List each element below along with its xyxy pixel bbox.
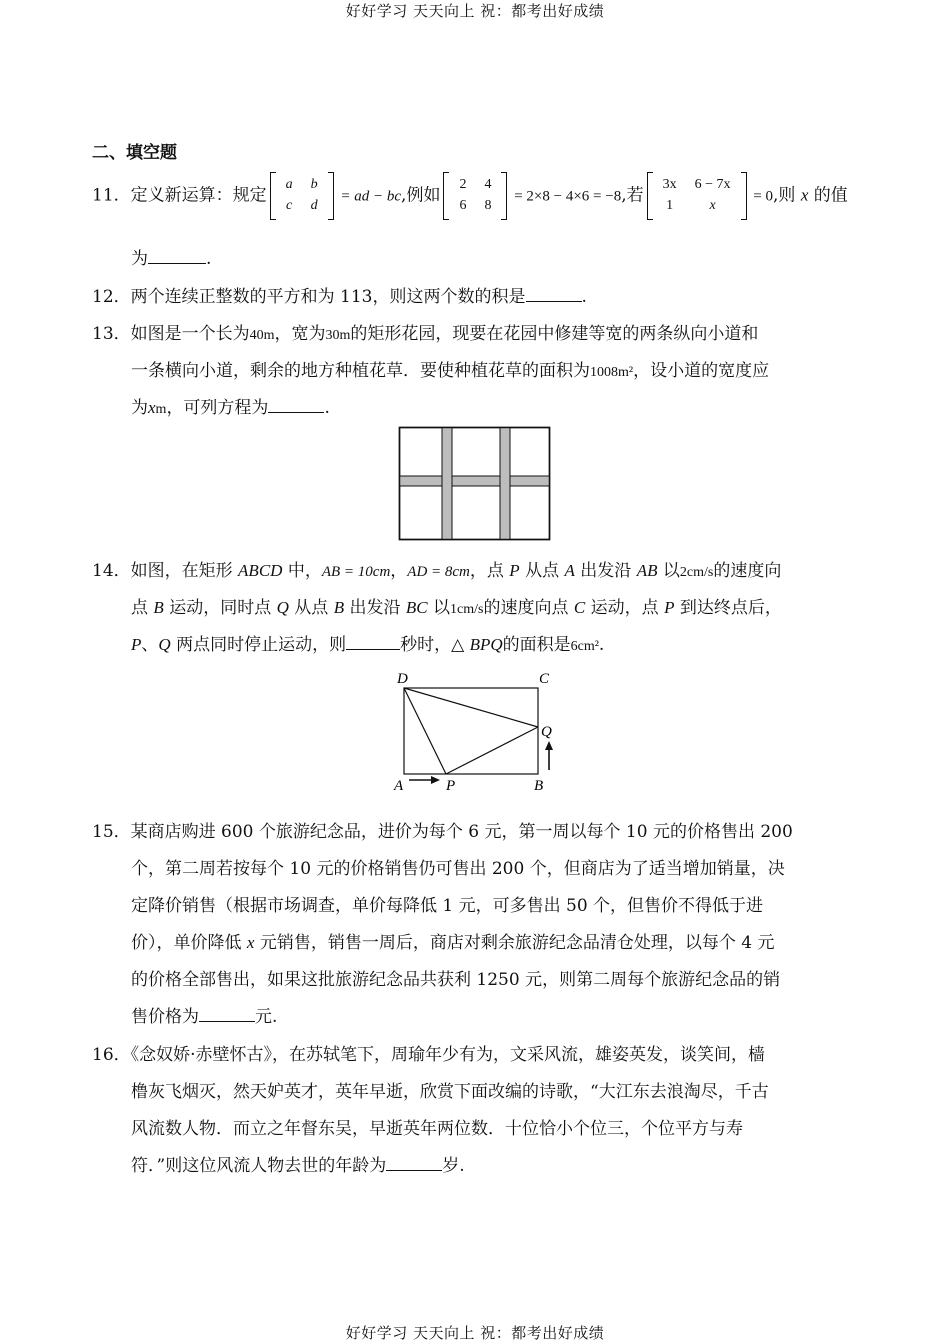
q15-line3: 定降价销售（根据市场调查，单价每降低 1 元，可多售出 50 个，但售价不得低于进 <box>131 896 764 916</box>
q15-text1: 某商店购进 600 个旅游纪念品，进价为每个 6 元，第一周以每个 10 元的价格售出 200 <box>130 822 793 842</box>
label-b: B <box>534 778 544 794</box>
matrix-cell: 6 <box>459 198 467 213</box>
matrix-cell: c <box>286 198 293 213</box>
q14-text20: 的面积是 <box>502 635 571 655</box>
q14-speed-p: 2cm/s <box>679 565 714 580</box>
q16-line2: 橹灰飞烟灭，然天妒英才，英年早逝，欣赏下面改编的诗歌，“大江东去浪淘尽，千古 <box>131 1082 769 1102</box>
q13-text2: ，宽为 <box>274 324 326 344</box>
q14-line2 <box>131 593 911 618</box>
q13-text5: ，设小道的宽度应 <box>633 361 770 381</box>
q14-area: 6cm² <box>570 639 599 654</box>
q16-number: 16． <box>92 1045 131 1065</box>
q14-answer-blank[interactable] <box>346 635 400 650</box>
q14-var-p2: P <box>664 598 675 617</box>
q11-text6: 为 <box>131 249 148 269</box>
q14-text4: ，点 <box>469 561 510 581</box>
section-title: 二、填空题 <box>92 143 177 163</box>
q14-text9: 点 <box>131 598 154 618</box>
q15-line5: 的价格全部售出，如果这批旅游纪念品共获利 1250 元，则第二周每个旅游纪念品的销 <box>131 970 781 990</box>
q14-var-abcd: ABCD <box>238 561 283 580</box>
q12-text1: 两个连续正整数的平方和为 113，则这两个数的积是 <box>130 287 526 307</box>
q15-text6a: 售价格为 <box>131 1007 199 1027</box>
q11-answer-blank[interactable] <box>148 249 206 264</box>
q15-line2: 个，第二周若按每个 10 元的价格销售仍可售出 200 个，但商店为了适当增加销量，决 <box>131 859 785 879</box>
segment-dq <box>404 688 538 727</box>
q14-text1: 如图，在矩形 <box>130 561 239 581</box>
q14-var-ab: AB <box>636 561 658 580</box>
q12-line1 <box>92 282 872 307</box>
matrix-cell: x <box>709 198 716 213</box>
q15-line6 <box>131 1002 911 1027</box>
garden-road-horizontal <box>400 476 550 486</box>
q11-matrix-x <box>647 172 747 220</box>
matrix-cell: 2 <box>459 177 467 192</box>
q14-text21: . <box>598 635 605 655</box>
q14-formula-ad: AD = 8cm <box>407 564 470 580</box>
matrix-cell: 4 <box>484 177 492 192</box>
q14-text13: 以 <box>427 598 451 618</box>
q14-text6: 出发沿 <box>574 561 637 581</box>
label-d: D <box>397 671 408 687</box>
q11-matrix-abcd <box>270 172 334 220</box>
q14-var-b: B <box>153 598 164 617</box>
q13-line3 <box>131 393 911 418</box>
q14-triangle-symbol: △ <box>451 635 465 655</box>
q14-text7: 以 <box>657 561 680 581</box>
q16-text4b: 岁. <box>442 1156 465 1176</box>
q14-text12: 出发沿 <box>344 598 406 618</box>
q11-number: 11． <box>92 185 131 206</box>
q11-text7: . <box>206 249 212 269</box>
q14-speed-q: 1cm/s <box>450 602 484 617</box>
segment-dp <box>404 688 446 774</box>
q14-number: 14． <box>92 561 131 581</box>
q16-text1: 《念奴娇·赤壁怀古》，在苏轼笔下，周瑜年少有为，文采风流，雄姿英发，谈笑间，樯 <box>130 1045 766 1065</box>
q13-garden-figure <box>398 426 552 542</box>
q13-answer-blank[interactable] <box>268 398 324 413</box>
q11-formula1: = ad − bc <box>336 188 402 205</box>
q15-text4b: 元销售，销售一周后，商店对剩余旅游纪念品清仓处理，以每个 4 元 <box>254 933 775 953</box>
q11-line2 <box>131 244 911 269</box>
q14-text10: 运动，同时点 <box>163 598 277 618</box>
matrix-cell: 6 − 7x <box>694 177 731 192</box>
garden-road-crossing-1 <box>443 477 452 486</box>
q15-text6b: 元. <box>255 1007 278 1027</box>
q13-text1: 如图是一个长为 <box>130 324 250 344</box>
q13-text3: 的矩形花园，现要在花园中修建等宽的两条纵向小道和 <box>350 324 759 344</box>
matrix-cell: a <box>285 177 293 192</box>
arrow-bq-head <box>545 741 553 750</box>
q11-line1 <box>92 172 872 220</box>
q14-rectangle-figure <box>388 666 568 798</box>
q11-matrix-example <box>443 172 507 220</box>
q13-width: 30m <box>325 328 351 343</box>
q14-text11: 从点 <box>288 598 334 618</box>
q11-text2: ,例如 <box>401 185 441 206</box>
q14-var-p: P <box>509 561 520 580</box>
matrix-cell: 3x <box>662 177 677 192</box>
label-a: A <box>394 778 404 794</box>
q13-area: 1008m² <box>590 365 634 380</box>
q14-text5: 从点 <box>519 561 565 581</box>
q15-line1 <box>92 817 872 842</box>
q13-line1 <box>92 319 872 344</box>
q14-var-a: A <box>564 561 575 580</box>
q16-text4a: 符．”则这位风流人物去世的年龄为 <box>131 1156 387 1176</box>
q15-text4a: 价），单价降低 <box>131 933 247 953</box>
q14-formula-ab: AB = 10cm <box>321 564 391 580</box>
matrix-cell: 8 <box>484 198 492 213</box>
matrix-cell: d <box>310 198 318 213</box>
q14-text14: 的速度向点 <box>483 598 574 618</box>
q11-text5: 的值 <box>808 185 848 206</box>
q13-var-x: x <box>148 398 156 417</box>
q13-text8: . <box>324 398 330 418</box>
q14-text2: 中， <box>282 561 322 581</box>
q12-number: 12． <box>92 287 131 307</box>
q14-var-b2: B <box>333 598 345 617</box>
q14-text18: 两点同时停止运动，则 <box>170 635 347 655</box>
q16-line4 <box>131 1151 911 1176</box>
q14-var-bpq: BPQ <box>469 635 503 654</box>
label-c: C <box>539 671 550 687</box>
page-header: 好好学习 天天向上 祝：都考出好成绩 <box>345 2 605 20</box>
q14-text8: 的速度向 <box>713 561 782 581</box>
q12-text2: . <box>581 287 587 307</box>
segment-pq <box>446 727 538 774</box>
q14-text17: 、 <box>141 635 159 655</box>
q14-line3 <box>131 630 911 655</box>
q11-var-x: x <box>800 185 809 205</box>
q14-text19: 秒时， <box>400 635 452 655</box>
q13-line2 <box>131 356 911 381</box>
q11-text1: 定义新运算：规定 <box>130 185 267 206</box>
q14-var-p3: P <box>131 635 142 654</box>
q14-var-c: C <box>573 598 586 617</box>
q16-line3: 风流数人物．而立之年督东吴，早逝英年两位数．十位恰小个位三，个位平方与寿 <box>131 1119 743 1139</box>
q13-unit: m <box>155 402 167 417</box>
arrow-ap-head <box>431 776 440 784</box>
q11-formula2: = 2×8 − 4×6 = −8 <box>510 188 622 205</box>
matrix-cell: b <box>310 177 318 192</box>
q11-text4: ,则 <box>773 185 801 206</box>
label-p: P <box>446 778 456 794</box>
label-q: Q <box>541 724 552 740</box>
q13-text4: 一条横向小道，剩余的地方种植花草．要使种植花草的面积为 <box>131 361 590 381</box>
q15-answer-blank[interactable] <box>199 1007 255 1022</box>
q13-text6: 为 <box>131 398 148 418</box>
q13-text7: ，可列方程为 <box>166 398 269 418</box>
q12-answer-blank[interactable] <box>526 287 582 302</box>
q11-formula3: = 0 <box>749 188 773 205</box>
q15-var-x: x <box>246 933 255 952</box>
q14-var-q: Q <box>276 598 289 617</box>
q11-text3: ,若 <box>621 185 644 206</box>
q15-line4 <box>131 928 911 953</box>
matrix-cell: 1 <box>666 198 674 213</box>
q13-number: 13． <box>92 324 131 344</box>
q14-text15: 运动，点 <box>585 598 665 618</box>
q14-var-bc: BC <box>405 598 428 617</box>
q14-text3: ， <box>390 561 408 581</box>
q14-text16: 到达终点后， <box>674 598 782 618</box>
q16-answer-blank[interactable] <box>386 1156 442 1171</box>
q14-line1 <box>92 556 872 581</box>
q15-number: 15． <box>92 822 131 842</box>
garden-road-crossing-2 <box>501 477 510 486</box>
q14-var-q2: Q <box>158 635 171 654</box>
q13-length: 40m <box>249 328 275 343</box>
q16-line1 <box>92 1040 872 1065</box>
page-footer: 好好学习 天天向上 祝：都考出好成绩 <box>345 1324 605 1342</box>
